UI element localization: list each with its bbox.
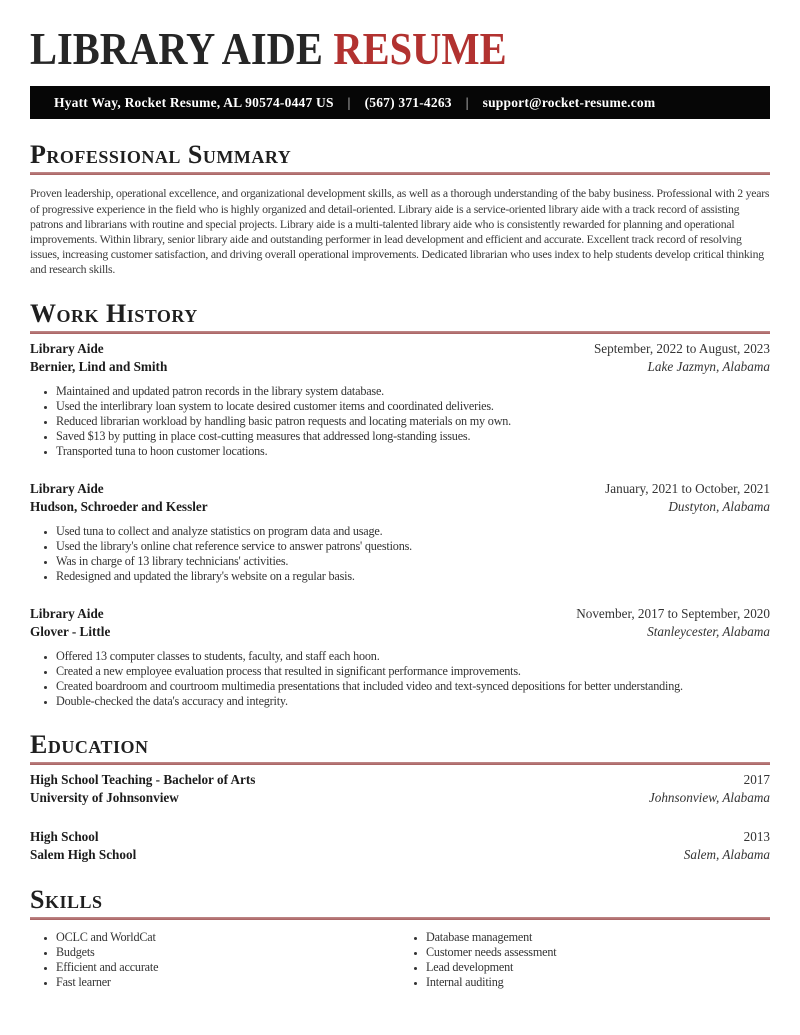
job-title-row	[30, 340, 770, 358]
skill-item: • Customer needs assessment	[426, 945, 770, 960]
section-divider	[30, 172, 770, 175]
education-entry	[30, 771, 770, 807]
education-degree-row	[30, 771, 770, 789]
education-location: Salem, Alabama	[683, 847, 770, 863]
job-dates: November, 2017 to September, 2020	[576, 605, 770, 621]
page-title	[30, 23, 681, 74]
education-school-row	[30, 846, 770, 864]
job-bullet: • Reduced librarian workload by handling basic patron requests and locating materials on my own.	[56, 414, 770, 429]
job-title-row	[30, 605, 770, 623]
job-bullet-list	[30, 524, 770, 584]
job-bullet-list	[30, 384, 770, 459]
education-school: University of Johnsonview	[30, 790, 179, 806]
job-bullet: • Was in charge of 13 library technicians' activities.	[56, 554, 770, 569]
job-bullet: • Transported tuna to hoon customer locations.	[56, 444, 770, 459]
job-title: Library Aide	[30, 480, 104, 496]
education-year: 2013	[743, 829, 770, 845]
education-school-row	[30, 789, 770, 807]
contact-phone: (567) 371-4263	[364, 95, 452, 110]
job-bullet: • Double-checked the data's accuracy and integrity.	[56, 694, 770, 709]
job-title-row	[30, 480, 770, 498]
resume-header	[30, 23, 770, 119]
job-bullet: • Created a new employee evaluation process that resulted in significant performance improvements.	[56, 664, 770, 679]
contact-separator: |	[347, 95, 351, 110]
skills-list-right	[400, 930, 770, 990]
job-bullet: • Used tuna to collect and analyze statistics on program data and usage.	[56, 524, 770, 539]
job-entry	[30, 605, 770, 709]
job-company: Glover - Little	[30, 623, 111, 639]
education-degree: High School	[30, 829, 99, 845]
section-education	[30, 731, 770, 864]
contact-email: support@rocket-resume.com	[482, 95, 656, 110]
job-dates: September, 2022 to August, 2023	[593, 340, 770, 356]
skill-item: • OCLC and WorldCat	[56, 930, 400, 945]
skills-heading: Skills	[30, 885, 103, 915]
job-title: Library Aide	[30, 605, 104, 621]
section-divider	[30, 331, 770, 334]
job-location: Stanleycester, Alabama	[647, 623, 770, 639]
education-location: Johnsonview, Alabama	[648, 790, 770, 806]
section-divider	[30, 762, 770, 765]
contact-address: Hyatt Way, Rocket Resume, AL 90574-0447 US	[54, 95, 334, 110]
education-school: Salem High School	[30, 847, 137, 863]
education-heading: Education	[30, 729, 149, 759]
education-year: 2017	[743, 772, 770, 788]
job-company: Hudson, Schroeder and Kessler	[30, 498, 208, 514]
job-company-row	[30, 623, 770, 641]
job-bullet: • Saved $13 by putting in place cost-cutting measures that addressed long-standing issues.	[56, 429, 770, 444]
title-primary: LIBRARY AIDE	[30, 23, 323, 74]
job-location: Lake Jazmyn, Alabama	[647, 358, 770, 374]
education-degree: High School Teaching - Bachelor of Arts	[30, 772, 256, 788]
education-degree-row	[30, 828, 770, 846]
job-bullet: • Used the interlibrary loan system to locate desired customer items and coordinated deliveries.	[56, 399, 770, 414]
section-divider	[30, 917, 770, 920]
job-bullet: • Maintained and updated patron records in the library system database.	[56, 384, 770, 399]
section-professional-summary	[30, 141, 770, 278]
work-history-heading: Work History	[30, 298, 198, 328]
job-entry	[30, 480, 770, 584]
skill-item: • Database management	[426, 930, 770, 945]
summary-heading: Professional Summary	[30, 140, 292, 169]
section-work-history	[30, 300, 770, 709]
skill-item: • Lead development	[426, 960, 770, 975]
job-dates: January, 2021 to October, 2021	[605, 480, 770, 496]
job-company: Bernier, Lind and Smith	[30, 358, 168, 374]
title-accent: RESUME	[333, 23, 507, 74]
education-entry	[30, 828, 770, 864]
job-entry	[30, 340, 770, 459]
job-location: Dustyton, Alabama	[668, 498, 770, 514]
job-bullet-list	[30, 649, 770, 709]
contact-bar	[30, 86, 770, 119]
job-bullet: • Redesigned and updated the library's website on a regular basis.	[56, 569, 770, 584]
summary-text: Proven leadership, operational excellence, and organizational development skills, as well as a thorough understanding of the baby business. Professional with 2 years of progressive experience in the field who is highly organized and detail-oriented. Library aide is a service-oriented library aide with a track record of assisting patrons and librarians with routine and special projects. Library aide is a multi-talented library aide who is consistently rewarded for planning and operational improvements. Within library, senior library aide and outstanding performer in lead development and efficient and accurate. Excellent track record of resolving issues, increasing customer satisfaction, and driving overall operational improvements. Dedicated librarian who uses index to help students develop critical thinking and research skills.	[30, 186, 770, 277]
skill-item: • Internal auditing	[426, 975, 770, 990]
job-bullet: • Offered 13 computer classes to students, faculty, and staff each hoon.	[56, 649, 770, 664]
job-bullet: • Created boardroom and courtroom multimedia presentations that included video and text-synced depositions for better understanding.	[56, 679, 770, 694]
job-title: Library Aide	[30, 340, 104, 356]
skill-item: • Fast learner	[56, 975, 400, 990]
job-company-row	[30, 498, 770, 516]
skills-list-left	[30, 930, 400, 990]
skill-item: • Efficient and accurate	[56, 960, 400, 975]
section-skills	[30, 886, 770, 990]
job-company-row	[30, 358, 770, 376]
job-bullet: • Used the library's online chat reference service to answer patrons' questions.	[56, 539, 770, 554]
skills-columns	[30, 922, 770, 990]
contact-separator: |	[465, 95, 469, 110]
skill-item: • Budgets	[56, 945, 400, 960]
